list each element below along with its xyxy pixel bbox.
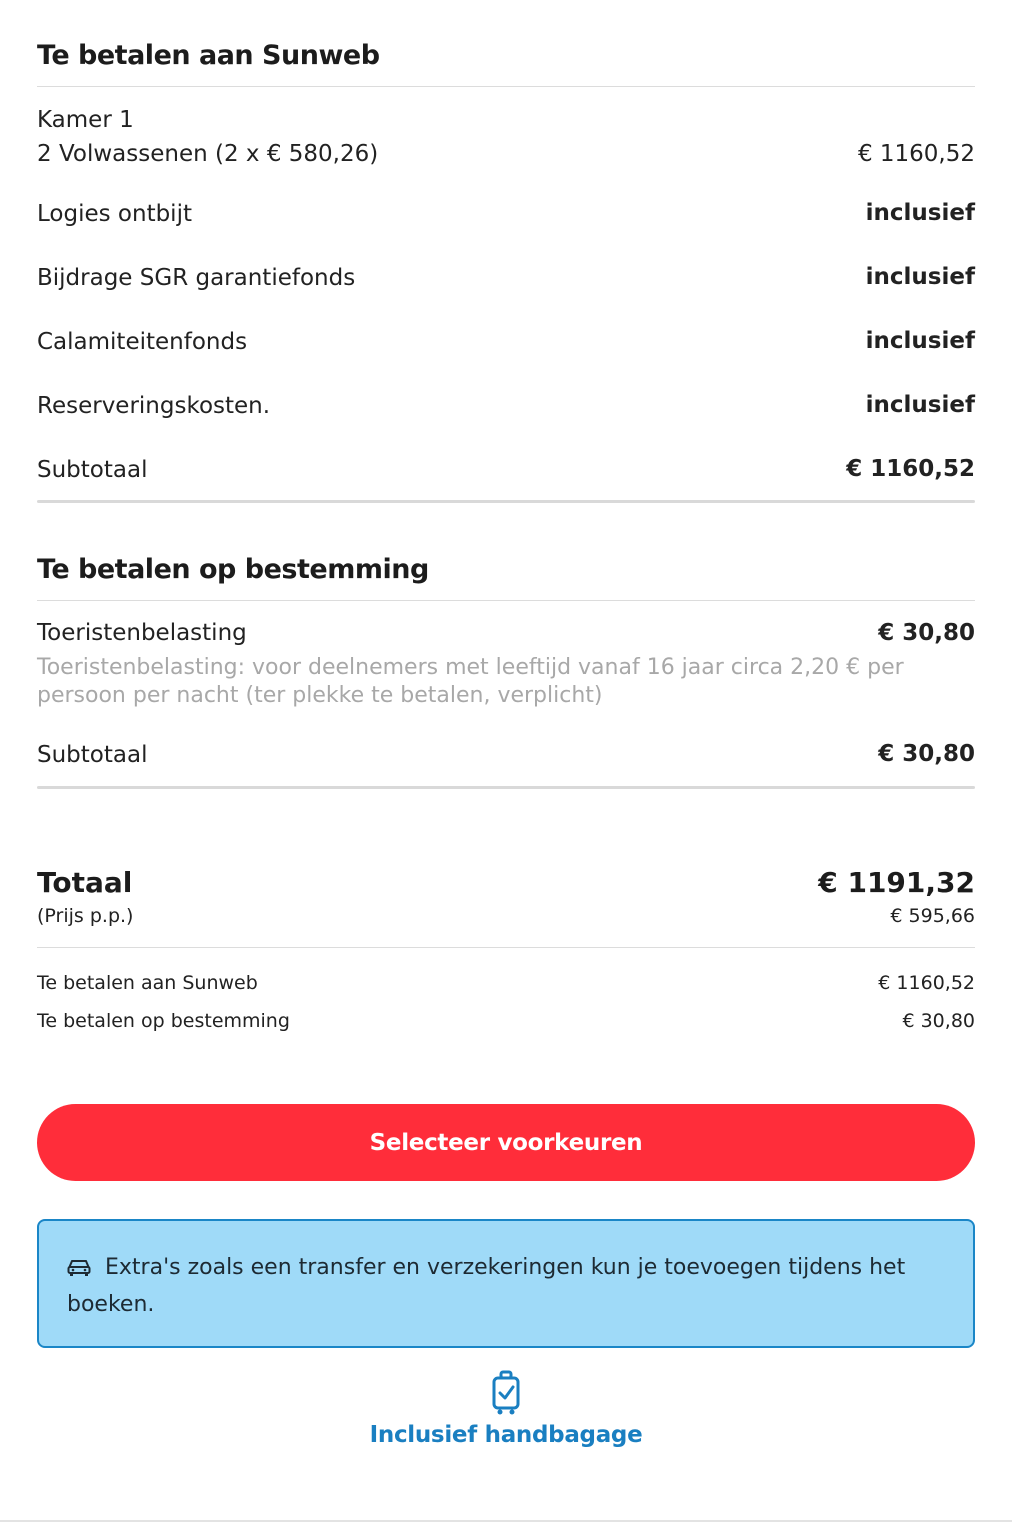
subtotal-amount: € 30,80 — [878, 741, 975, 767]
destination-section-title: Te betalen op bestemming — [37, 554, 429, 585]
breakdown-amount: € 1160,52 — [878, 972, 975, 994]
item-value: inclusief — [865, 264, 975, 290]
adults-label: 2 Volwassenen (2 x € 580,26) — [37, 141, 379, 167]
item-label: Logies ontbijt — [37, 201, 192, 227]
price-pp-label: (Prijs p.p.) — [37, 905, 134, 927]
divider — [37, 600, 975, 601]
total-label: Totaal — [37, 866, 133, 899]
room-label: Kamer 1 — [37, 107, 134, 133]
subtotal-label: Subtotaal — [37, 457, 148, 483]
section-divider — [37, 786, 975, 789]
luggage-check-icon — [491, 1401, 521, 1420]
tax-label: Toeristenbelasting — [37, 620, 247, 646]
tax-note: Toeristenbelasting: voor deelnemers met leeftijd vanaf 16 jaar circa 2,20 € per persoon per nacht (ter plekke te betalen, verplicht) — [37, 655, 904, 708]
car-icon — [67, 1252, 91, 1272]
sunweb-section-title: Te betalen aan Sunweb — [37, 40, 380, 71]
breakdown-label: Te betalen aan Sunweb — [37, 972, 258, 994]
section-divider — [37, 500, 975, 503]
subtotal-amount: € 1160,52 — [846, 456, 975, 482]
adults-amount: € 1160,52 — [857, 141, 975, 167]
item-value: inclusief — [865, 392, 975, 418]
subtotal-label: Subtotaal — [37, 742, 148, 768]
breakdown-label: Te betalen op bestemming — [37, 1010, 290, 1032]
divider — [37, 947, 975, 948]
tax-amount: € 30,80 — [878, 620, 975, 646]
baggage-block — [0, 1370, 1012, 1420]
item-value: inclusief — [865, 328, 975, 354]
item-label: Bijdrage SGR garantiefonds — [37, 265, 356, 291]
item-label: Calamiteitenfonds — [37, 329, 248, 355]
baggage-label: Inclusief handbagage — [369, 1422, 643, 1448]
item-label: Reserveringskosten. — [37, 393, 271, 419]
divider — [37, 86, 975, 87]
total-amount: € 1191,32 — [818, 866, 975, 899]
select-preferences-button[interactable]: Selecteer voorkeuren — [37, 1104, 975, 1181]
item-value: inclusief — [865, 200, 975, 226]
price-pp-amount: € 595,66 — [890, 905, 975, 927]
breakdown-amount: € 30,80 — [902, 1010, 975, 1032]
extras-info-box — [37, 1219, 975, 1348]
extras-info-text: Extra's zoals een transfer en verzekeringen kun je toevoegen tijdens het boeken. — [67, 1255, 906, 1317]
